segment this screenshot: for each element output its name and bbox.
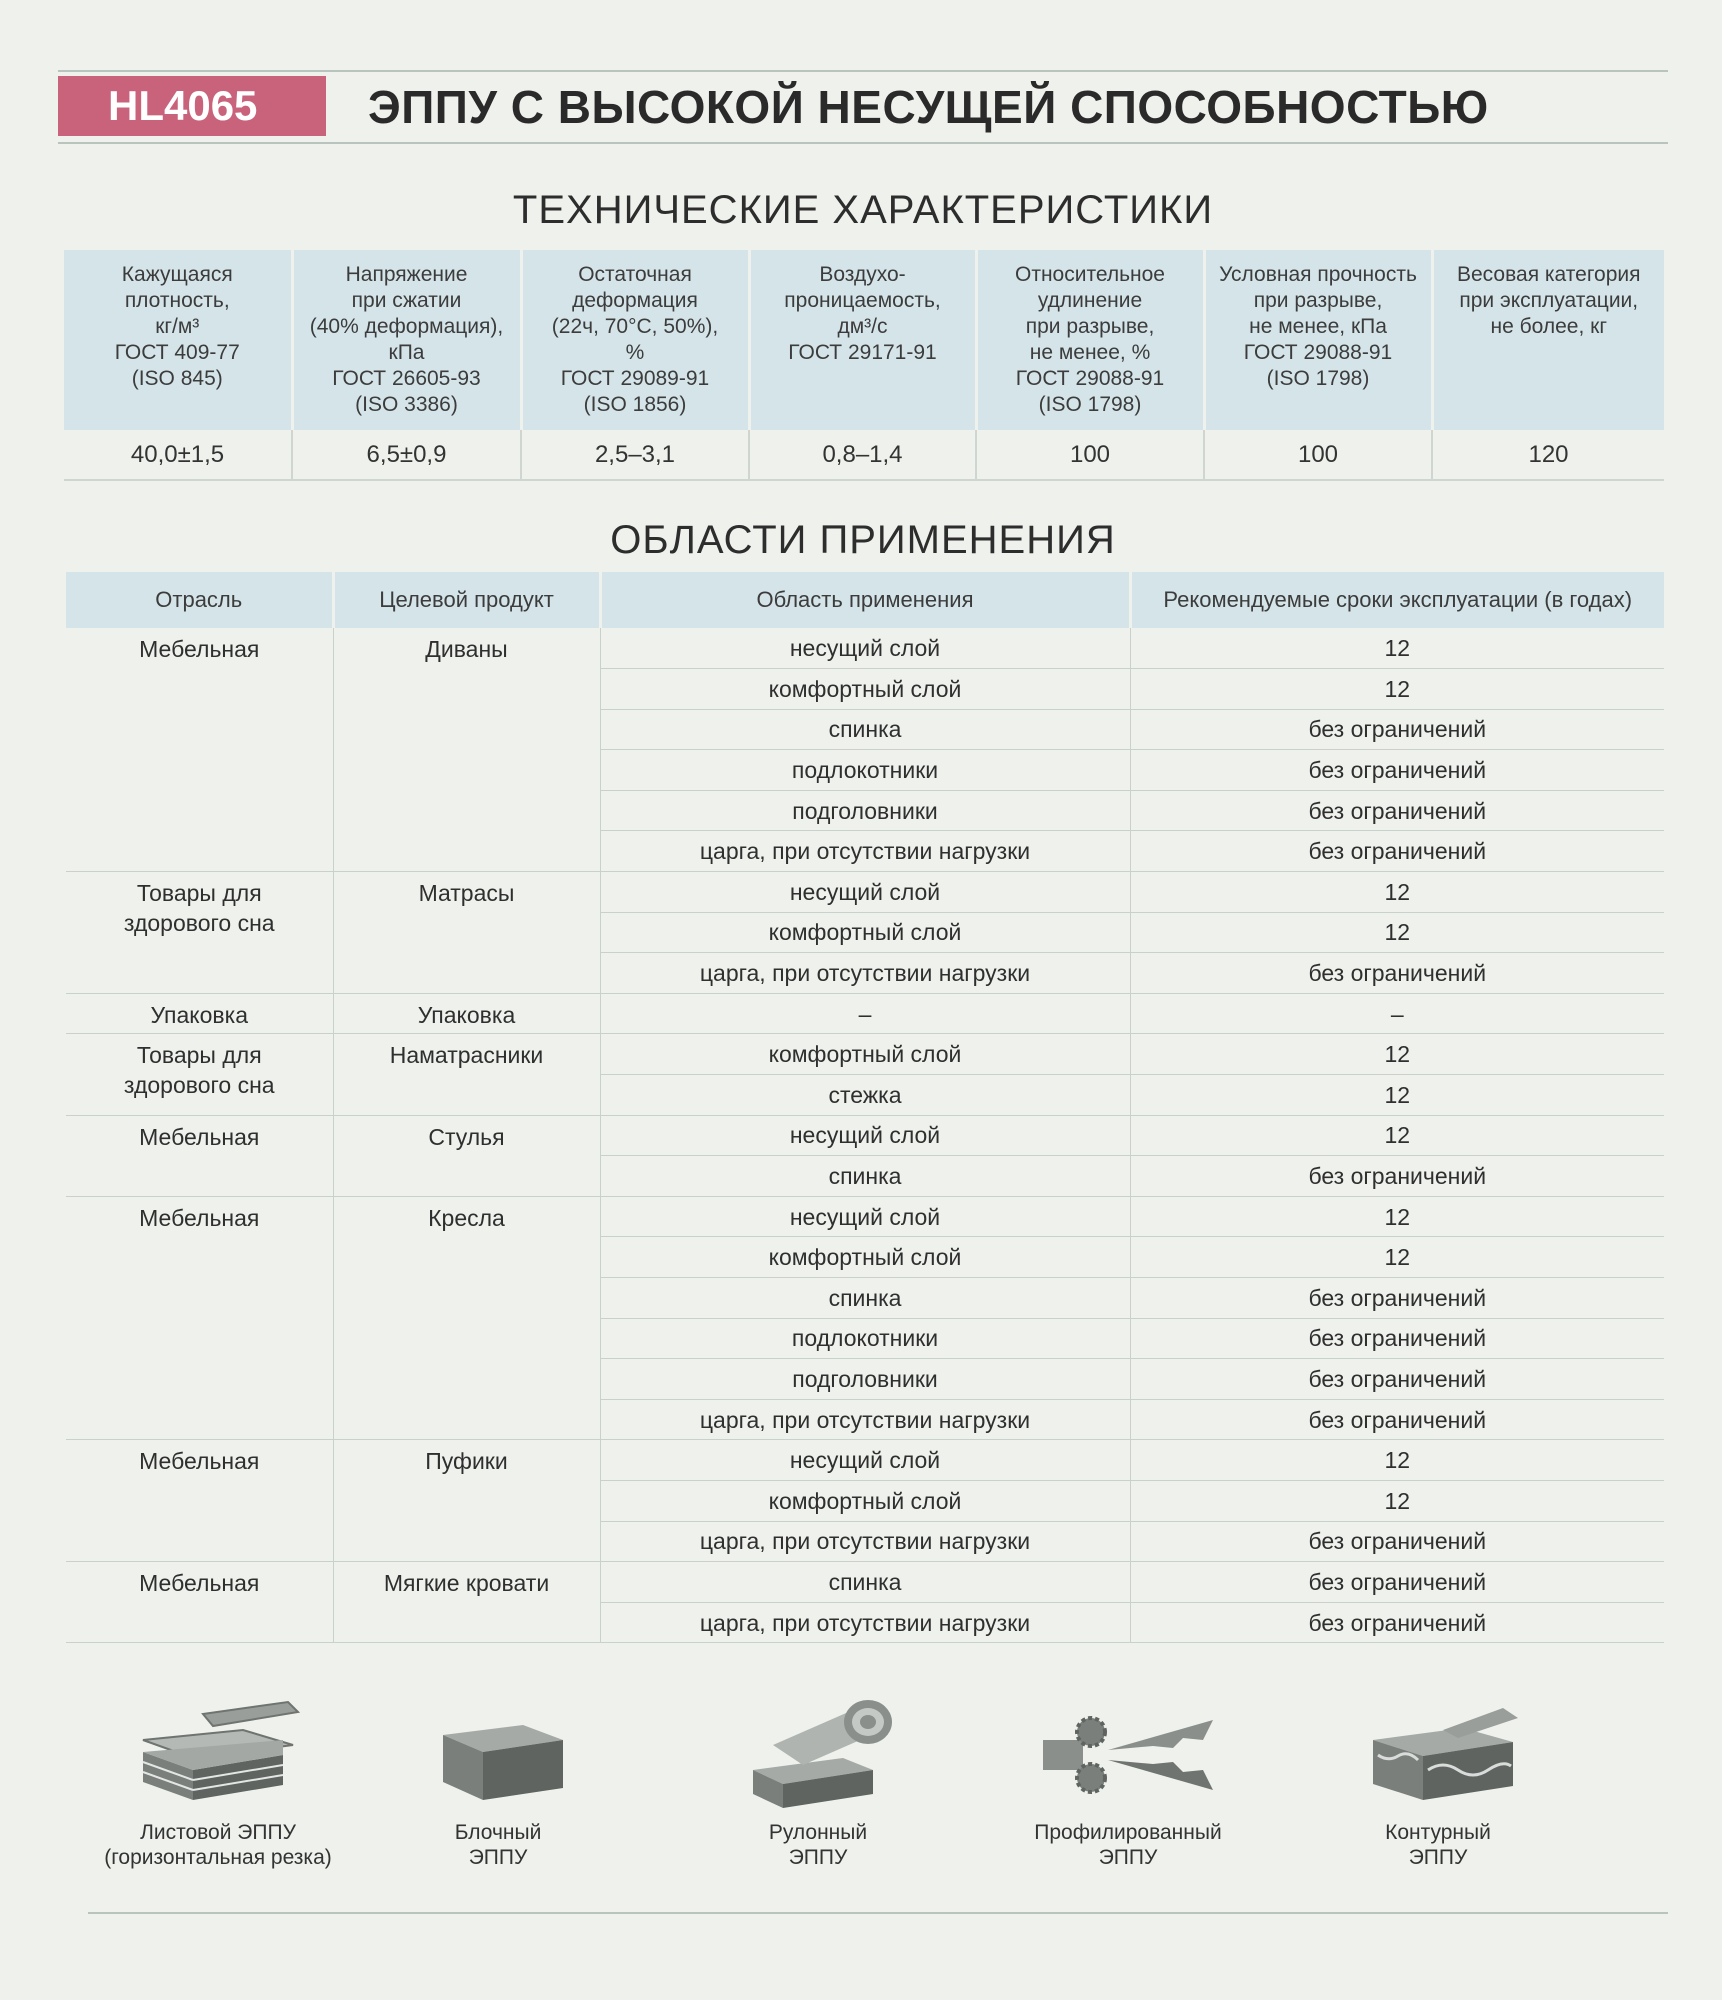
- table-row: [66, 993, 1664, 1034]
- block-foam-icon: [413, 1700, 583, 1810]
- industry-cell: Мебельная: [66, 1562, 333, 1643]
- industry-cell: Мебельная: [66, 1440, 333, 1562]
- foam-type-contour: [1308, 1700, 1568, 1870]
- foam-type-label: Листовой ЭППУ (горизонтальная резка): [104, 1821, 332, 1869]
- specs-column-header: Весовая категория при эксплуатации, не более, кг: [1432, 250, 1664, 430]
- product-cell: Кресла: [333, 1196, 600, 1440]
- specs-value: 100: [976, 430, 1204, 480]
- service-life-cell: без ограничений: [1130, 831, 1664, 872]
- application-area-cell: комфортный слой: [600, 912, 1130, 953]
- service-life-cell: 12: [1130, 1440, 1664, 1481]
- application-area-cell: комфортный слой: [600, 669, 1130, 710]
- application-area-cell: спинка: [600, 1156, 1130, 1197]
- application-area-cell: царга, при отсутствии нагрузки: [600, 1521, 1130, 1562]
- applications-column-header: Целевой продукт: [333, 572, 600, 628]
- profiled-foam-icon: [1033, 1700, 1223, 1810]
- service-life-cell: 12: [1130, 1034, 1664, 1075]
- foam-type-label: Блочный ЭППУ: [454, 1821, 542, 1869]
- applications-title: ОБЛАСТИ ПРИМЕНЕНИЯ: [610, 518, 1116, 562]
- specs-column-header: Кажущаяся плотность, кг/м³ ГОСТ 409-77 (ISO 845): [64, 250, 292, 430]
- product-cell: Пуфики: [333, 1440, 600, 1562]
- application-area-cell: несущий слой: [600, 872, 1130, 913]
- specs-column-header: Воздухо- проницаемость, дм³/с ГОСТ 29171-91: [749, 250, 976, 430]
- application-area-cell: подлокотники: [600, 1318, 1130, 1359]
- specs-value: 2,5–3,1: [521, 430, 749, 480]
- table-row: [66, 1440, 1664, 1481]
- application-area-cell: несущий слой: [600, 1196, 1130, 1237]
- service-life-cell: 12: [1130, 628, 1664, 669]
- industry-cell: Товары для здорового сна: [66, 872, 333, 994]
- application-area-cell: несущий слой: [600, 1440, 1130, 1481]
- application-area-cell: подголовники: [600, 790, 1130, 831]
- application-area-cell: царга, при отсутствии нагрузки: [600, 953, 1130, 994]
- service-life-cell: без ограничений: [1130, 1521, 1664, 1562]
- specs-value: 40,0±1,5: [64, 430, 292, 480]
- top-divider: [58, 70, 1668, 72]
- service-life-cell: без ограничений: [1130, 1399, 1664, 1440]
- foam-type-label: Рулонный ЭППУ: [768, 1821, 868, 1869]
- specs-value: 6,5±0,9: [292, 430, 521, 480]
- application-area-cell: несущий слой: [600, 1115, 1130, 1156]
- applications-header-row: [66, 572, 1664, 628]
- service-life-cell: 12: [1130, 1237, 1664, 1278]
- specs-title: ТЕХНИЧЕСКИЕ ХАРАКТЕРИСТИКИ: [512, 188, 1214, 232]
- header-divider: [58, 142, 1668, 144]
- industry-cell: Товары для здорового сна: [66, 1034, 333, 1115]
- application-area-cell: спинка: [600, 1562, 1130, 1603]
- table-row: [66, 1196, 1664, 1237]
- service-life-cell: без ограничений: [1130, 1359, 1664, 1400]
- service-life-cell: без ограничений: [1130, 1278, 1664, 1319]
- roll-foam-icon: [733, 1700, 903, 1810]
- specs-values-row: [64, 430, 1664, 480]
- application-area-cell: подлокотники: [600, 750, 1130, 791]
- application-area-cell: комфортный слой: [600, 1480, 1130, 1521]
- applications-table: [66, 572, 1664, 1643]
- applications-column-header: Отрасль: [66, 572, 333, 628]
- service-life-cell: без ограничений: [1130, 709, 1664, 750]
- service-life-cell: 12: [1130, 1075, 1664, 1116]
- foam-type-roll: [688, 1700, 948, 1870]
- product-cell: Мягкие кровати: [333, 1562, 600, 1643]
- table-row: [66, 1034, 1664, 1075]
- specs-table: [64, 250, 1664, 481]
- foam-type-label: Профилированный ЭППУ: [1034, 1821, 1222, 1869]
- product-cell: Наматрасники: [333, 1034, 600, 1115]
- service-life-cell: без ограничений: [1130, 750, 1664, 791]
- service-life-cell: 12: [1130, 1480, 1664, 1521]
- service-life-cell: без ограничений: [1130, 1156, 1664, 1197]
- table-row: [66, 628, 1664, 669]
- foam-type-label: Контурный ЭППУ: [1385, 1821, 1491, 1869]
- service-life-cell: без ограничений: [1130, 953, 1664, 994]
- product-cell: Диваны: [333, 628, 600, 872]
- foam-type-profiled: [998, 1700, 1258, 1870]
- service-life-cell: без ограничений: [1130, 1318, 1664, 1359]
- specs-column-header: Относительное удлинение при разрыве, не менее, % ГОСТ 29088-91 (ISO 1798): [976, 250, 1204, 430]
- application-area-cell: царга, при отсутствии нагрузки: [600, 1399, 1130, 1440]
- page-title: ЭППУ С ВЫСОКОЙ НЕСУЩЕЙ СПОСОБНОСТЬЮ: [368, 81, 1489, 133]
- specs-value: 0,8–1,4: [749, 430, 976, 480]
- service-life-cell: 12: [1130, 669, 1664, 710]
- table-row: [66, 1115, 1664, 1156]
- application-area-cell: подголовники: [600, 1359, 1130, 1400]
- product-cell: Матрасы: [333, 872, 600, 994]
- product-cell: Стулья: [333, 1115, 600, 1196]
- applications-column-header: Рекомендуемые сроки эксплуатации (в годах): [1130, 572, 1664, 628]
- service-life-cell: –: [1130, 993, 1664, 1034]
- application-area-cell: царга, при отсутствии нагрузки: [600, 831, 1130, 872]
- specs-column-header: Напряжение при сжатии (40% деформация), кПа ГОСТ 26605-93 (ISO 3386): [292, 250, 521, 430]
- product-cell: Упаковка: [333, 993, 600, 1034]
- model-badge: HL4065: [58, 76, 326, 136]
- application-area-cell: комфортный слой: [600, 1237, 1130, 1278]
- contour-foam-icon: [1353, 1700, 1523, 1810]
- application-area-cell: –: [600, 993, 1130, 1034]
- service-life-cell: без ограничений: [1130, 1602, 1664, 1643]
- bottom-divider: [88, 1912, 1668, 1914]
- application-area-cell: комфортный слой: [600, 1034, 1130, 1075]
- applications-body: [66, 628, 1664, 1643]
- application-area-cell: спинка: [600, 709, 1130, 750]
- specs-header-row: [64, 250, 1664, 430]
- table-row: [66, 1562, 1664, 1603]
- specs-value: 100: [1204, 430, 1432, 480]
- foam-types: [58, 1700, 1668, 1960]
- foam-type-sheet: [88, 1700, 348, 1870]
- service-life-cell: 12: [1130, 1196, 1664, 1237]
- page-header: [58, 76, 1668, 140]
- industry-cell: Мебельная: [66, 1115, 333, 1196]
- applications-column-header: Область применения: [600, 572, 1130, 628]
- table-row: [66, 872, 1664, 913]
- application-area-cell: несущий слой: [600, 628, 1130, 669]
- industry-cell: Упаковка: [66, 993, 333, 1034]
- foam-type-block: [368, 1700, 628, 1870]
- service-life-cell: 12: [1130, 872, 1664, 913]
- application-area-cell: стежка: [600, 1075, 1130, 1116]
- industry-cell: Мебельная: [66, 628, 333, 872]
- service-life-cell: без ограничений: [1130, 790, 1664, 831]
- specs-column-header: Условная прочность при разрыве, не менее, кПа ГОСТ 29088-91 (ISO 1798): [1204, 250, 1432, 430]
- specs-column-header: Остаточная деформация (22ч, 70°С, 50%), % ГОСТ 29089-91 (ISO 1856): [521, 250, 749, 430]
- service-life-cell: 12: [1130, 912, 1664, 953]
- application-area-cell: спинка: [600, 1278, 1130, 1319]
- sheet-foam-icon: [133, 1700, 303, 1810]
- service-life-cell: 12: [1130, 1115, 1664, 1156]
- application-area-cell: царга, при отсутствии нагрузки: [600, 1602, 1130, 1643]
- specs-value: 120: [1432, 430, 1664, 480]
- service-life-cell: без ограничений: [1130, 1562, 1664, 1603]
- industry-cell: Мебельная: [66, 1196, 333, 1440]
